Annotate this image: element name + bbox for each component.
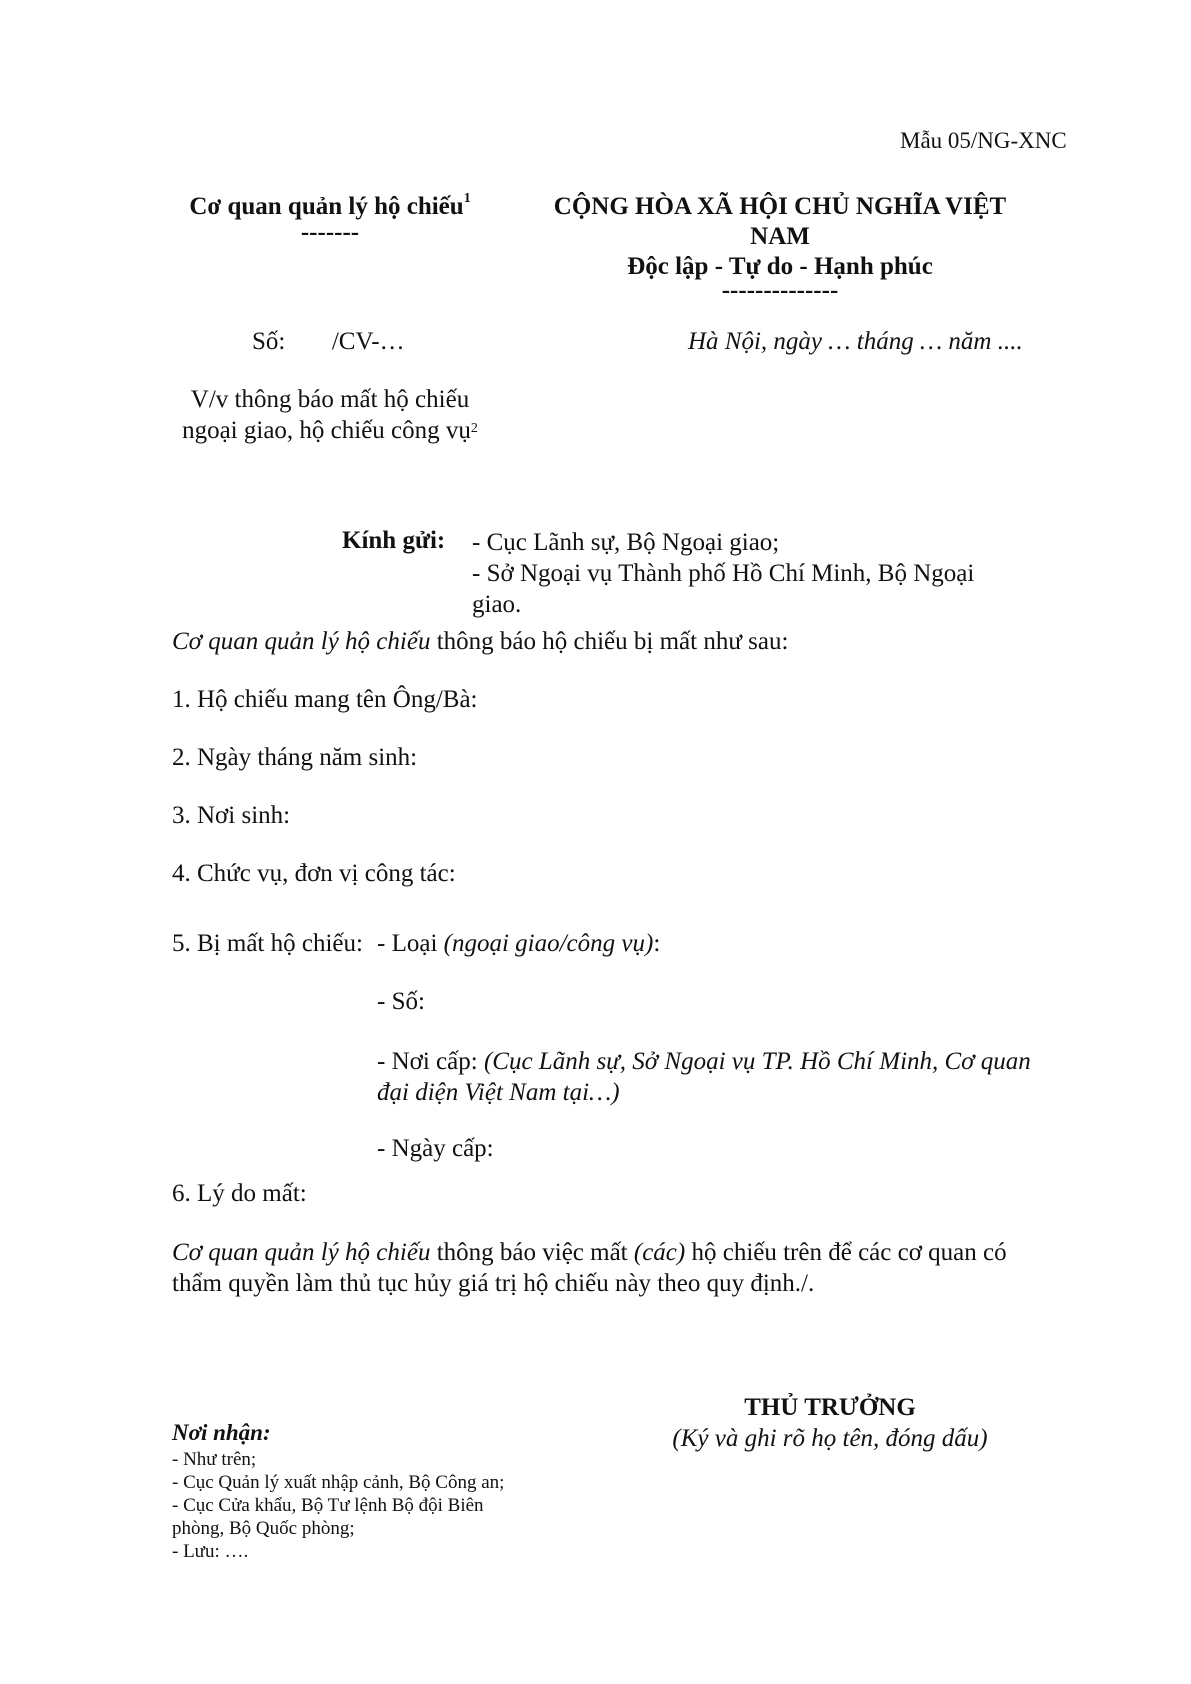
item-2: 2. Ngày tháng năm sinh: [172, 744, 418, 771]
recipients-label: Kính gửi: [342, 527, 446, 554]
distribution-item: phòng, Bộ Quốc phòng; [172, 1518, 355, 1539]
item-5-place: - Nơi cấp: (Cục Lãnh sự, Sở Ngoại vụ TP. Hồ Chí Minh, Cơ quan đại diện Việt Nam tại…) [377, 1048, 1031, 1106]
place-date: Hà Nội, ngày … tháng … năm .... [688, 328, 1023, 355]
subject-line-1: V/v thông báo mất hộ chiếu [190, 386, 470, 413]
nation-line-1: CỘNG HÒA XÃ HỘI CHỦ NGHĨA VIỆT [553, 193, 1007, 220]
signature-title: THỦ TRƯỞNG [744, 1394, 916, 1421]
intro-paragraph: Cơ quan quản lý hộ chiếu thông báo hộ chiếu bị mất như sau: [172, 628, 789, 655]
item-5-number: - Số: [377, 988, 425, 1015]
item-5-type: - Loại (ngoại giao/công vụ): [377, 930, 661, 957]
distribution-item: - Như trên; [172, 1449, 257, 1470]
footnote-ref-1: 1 [463, 191, 471, 206]
agency-name: Cơ quan quản lý hộ chiếu$^1$ [189, 191, 471, 220]
distribution-item: - Lưu: …. [172, 1541, 249, 1562]
subject [150, 384, 510, 446]
item-6: 6. Lý do mất: [172, 1180, 307, 1207]
recipient-1: - Cục Lãnh sự, Bộ Ngoại giao; [472, 529, 780, 556]
closing-paragraph: Cơ quan quản lý hộ chiếu thông báo việc mất (các) hộ chiếu trên để các cơ quan có thẩm quyền làm thủ tục hủy giá trị hộ chiếu này theo quy định./. [172, 1239, 1007, 1297]
item-5-label: 5. Bị mất hộ chiếu: [172, 930, 363, 957]
item-1: 1. Hộ chiếu mang tên Ông/Bà: [172, 686, 478, 713]
distribution-item: - Cục Quản lý xuất nhập cảnh, Bộ Công an; [172, 1472, 505, 1493]
nation-line-2: NAM [750, 223, 810, 250]
motto-divider: -------------- [721, 277, 839, 304]
doc-number [252, 328, 405, 356]
number-value: /CV-… [331, 328, 405, 355]
motto: Độc lập - Tự do - Hạnh phúc [627, 253, 933, 280]
distribution-label: Nơi nhận: [172, 1420, 271, 1445]
agency-divider: ------- [300, 219, 360, 246]
subject-line-2: ngoại giao, hộ chiếu công vụ$^2$ [182, 417, 478, 444]
recipients-list [472, 527, 974, 620]
footnote-ref-2: 2 [470, 421, 478, 436]
form-code: Mẫu 05/NG-XNC [900, 128, 1067, 153]
distribution-list [172, 1420, 504, 1563]
item-3: 3. Nơi sinh: [172, 802, 291, 829]
signature-block [640, 1392, 1020, 1454]
left-header [150, 193, 510, 247]
item-5-date: - Ngày cấp: [377, 1135, 494, 1162]
signature-note: (Ký và ghi rõ họ tên, đóng dấu) [672, 1425, 988, 1452]
item-4: 4. Chức vụ, đơn vị công tác: [172, 860, 456, 887]
recipient-2: - Sở Ngoại vụ Thành phố Hồ Chí Minh, Bộ Ngoại [472, 560, 975, 587]
right-header [520, 193, 1040, 305]
number-label: Số: [252, 328, 286, 355]
distribution-item: - Cục Cửa khẩu, Bộ Tư lệnh Bộ đội Biên [172, 1495, 484, 1516]
recipient-2-cont: giao. [472, 591, 522, 618]
